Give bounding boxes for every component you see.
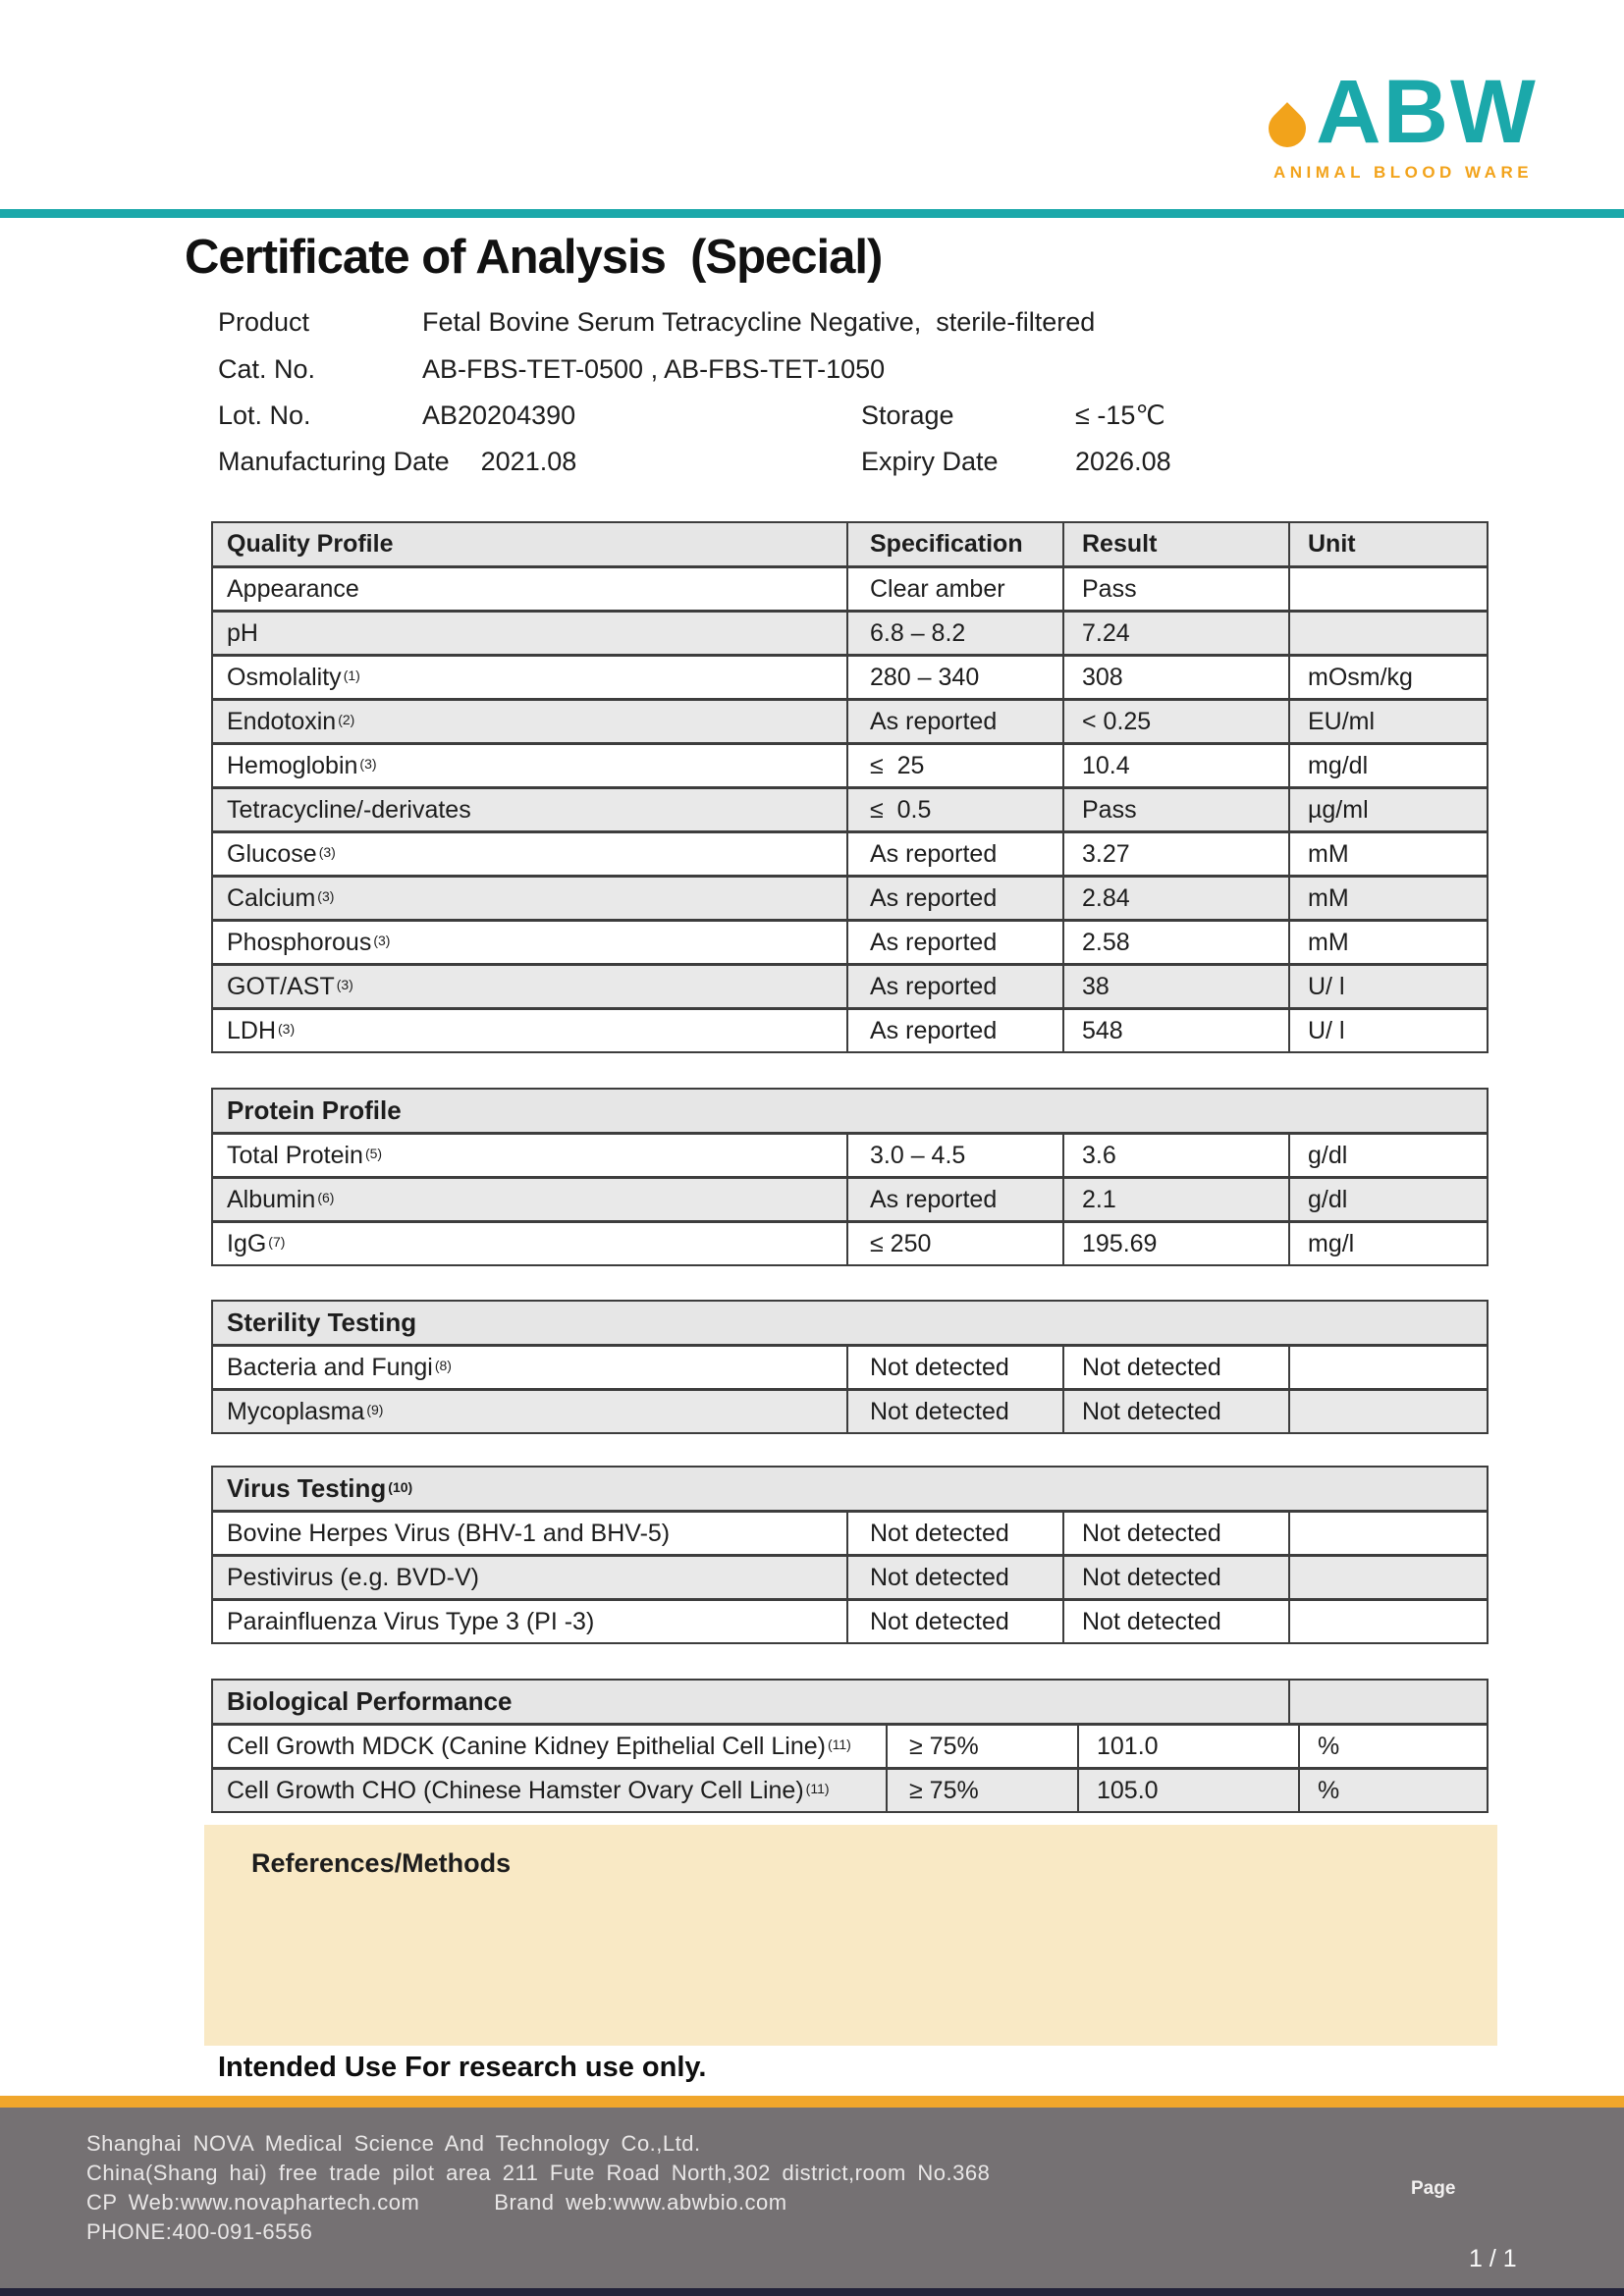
specification-cell: As reported (846, 701, 1062, 742)
company-websites (86, 2188, 990, 2217)
specification-cell: Not detected (846, 1391, 1062, 1432)
table-row (213, 1220, 1487, 1264)
result-cell: 195.69 (1062, 1223, 1288, 1264)
parameter-cell: Pestivirus (e.g. BVD-V) (227, 1563, 480, 1591)
references-title: References/Methods (251, 1848, 512, 1878)
quality-profile-header-row (213, 523, 1487, 565)
result-cell: 3.6 (1062, 1135, 1288, 1176)
unit-cell: mg/l (1288, 1223, 1490, 1264)
result-cell: 2.1 (1062, 1179, 1288, 1220)
specification-cell: Not detected (846, 1347, 1062, 1388)
unit-cell (1288, 1347, 1490, 1388)
specification-cell: ≤ 0.5 (846, 789, 1062, 830)
mfg-date-value: 2021.08 (480, 446, 577, 476)
cat-no-value: AB-FBS-TET-0500 , AB-FBS-TET-1050 (422, 353, 886, 384)
table-row (213, 1767, 1487, 1811)
unit-cell: µg/ml (1288, 789, 1490, 830)
quality-profile-title: Quality Profile (227, 530, 394, 558)
storage-label: Storage (861, 400, 954, 430)
protein-profile-body (213, 1132, 1487, 1264)
quality-profile-body (213, 565, 1487, 1051)
result-cell: Not detected (1062, 1601, 1288, 1642)
specification-cell: ≥ 75% (886, 1726, 1077, 1767)
page-number: 1 / 1 (1469, 2245, 1517, 2272)
virus-testing-body (213, 1510, 1487, 1642)
result-cell: 2.84 (1062, 878, 1288, 919)
parameter-cell: Appearance (227, 574, 359, 603)
sterility-testing-header (213, 1302, 1487, 1344)
protein-profile-table (211, 1088, 1489, 1266)
table-row (213, 1554, 1487, 1598)
storage-pair (861, 400, 1165, 431)
table-row (213, 963, 1487, 1007)
table-row (213, 610, 1487, 654)
specification-cell: As reported (846, 878, 1062, 919)
parameter-cell: GOT/AST (3) (227, 972, 353, 1000)
info-row-product (218, 302, 1095, 342)
specification-cell: 6.8 – 8.2 (846, 613, 1062, 654)
specification-cell: As reported (846, 966, 1062, 1007)
expiry-date-value: 2026.08 (1075, 446, 1171, 476)
table-row (213, 919, 1487, 963)
company-name: Shanghai NOVA Medical Science And Technology Co.,Ltd. (86, 2131, 701, 2156)
result-cell: Not detected (1062, 1347, 1288, 1388)
parameter-cell: Tetracycline/-derivates (227, 795, 471, 824)
abw-logo (1251, 49, 1555, 183)
company-address: China(Shang hai) free trade pilot area 211 Fute Road North,302 district,room No.368 (86, 2161, 991, 2185)
footer-text (86, 2129, 990, 2247)
specification-cell: ≤ 25 (846, 745, 1062, 786)
parameter-cell: IgG (7) (227, 1229, 286, 1257)
result-cell: Not detected (1062, 1557, 1288, 1598)
result-cell: Not detected (1062, 1391, 1288, 1432)
sterility-testing-body (213, 1344, 1487, 1432)
result-cell: 105.0 (1077, 1770, 1298, 1811)
specification-cell: ≥ 75% (886, 1770, 1077, 1811)
lot-no-value: AB20204390 (422, 400, 576, 430)
logo-letters: ABW (1316, 62, 1538, 162)
unit-cell: U/ l (1288, 1010, 1490, 1051)
table-row (213, 1723, 1487, 1767)
unit-cell: % (1298, 1726, 1490, 1767)
unit-cell: mM (1288, 833, 1490, 875)
result-cell: 3.27 (1062, 833, 1288, 875)
specification-cell: 280 – 340 (846, 657, 1062, 698)
parameter-cell: Bovine Herpes Virus (BHV-1 and BHV-5) (227, 1519, 671, 1547)
bottom-strip (0, 2288, 1624, 2296)
cat-no-label: Cat. No. (218, 353, 316, 384)
result-cell: Pass (1062, 789, 1288, 830)
expiry-date-label: Expiry Date (861, 446, 999, 476)
cp-web: CP Web:www.novaphartech.com (86, 2190, 420, 2215)
info-row-lot (218, 396, 1494, 435)
table-row (213, 698, 1487, 742)
parameter-cell: Hemoglobin (3) (227, 751, 377, 779)
unit-cell (1288, 1391, 1490, 1432)
parameter-cell: Endotoxin (2) (227, 707, 355, 735)
parameter-cell: Cell Growth MDCK (Canine Kidney Epithelial Cell Line) (11) (227, 1732, 851, 1760)
result-cell: 308 (1062, 657, 1288, 698)
specification-cell: As reported (846, 922, 1062, 963)
parameter-cell: Parainfluenza Virus Type 3 (PI -3) (227, 1607, 595, 1635)
unit-cell: EU/ml (1288, 701, 1490, 742)
specification-cell: As reported (846, 1010, 1062, 1051)
storage-value: ≤ -15℃ (1075, 400, 1165, 430)
droplet-icon (1261, 102, 1314, 155)
unit-cell (1288, 613, 1490, 654)
company-phone: PHONE:400-091-6556 (86, 2219, 313, 2244)
table-row (213, 1344, 1487, 1388)
result-cell: 548 (1062, 1010, 1288, 1051)
parameter-cell: Calcium (3) (227, 883, 335, 912)
virus-testing-header: Virus Testing (10) (213, 1468, 1487, 1510)
specification-cell: Clear amber (846, 568, 1062, 610)
result-cell: 101.0 (1077, 1726, 1298, 1767)
biological-performance-table (211, 1679, 1489, 1813)
virus-testing-table (211, 1466, 1489, 1644)
table-row (213, 654, 1487, 698)
result-cell: 10.4 (1062, 745, 1288, 786)
specification-cell: Not detected (846, 1513, 1062, 1554)
product-value: Fetal Bovine Serum Tetracycline Negative, sterile-filtered (422, 306, 1096, 337)
biological-performance-title: Biological Performance (227, 1686, 513, 1716)
parameter-cell: Bacteria and Fungi (8) (227, 1353, 452, 1381)
footer-accent-bar (0, 2096, 1624, 2108)
unit-header: Unit (1288, 523, 1490, 565)
table-row (213, 830, 1487, 875)
parameter-cell: pH (227, 618, 258, 647)
parameter-cell: Mycoplasma (9) (227, 1397, 384, 1425)
header-divider (0, 209, 1624, 218)
table-row (213, 1388, 1487, 1432)
product-label: Product (218, 306, 310, 337)
specification-cell: Not detected (846, 1601, 1062, 1642)
result-header: Result (1062, 523, 1288, 565)
parameter-cell: Glucose (3) (227, 839, 336, 868)
table-row (213, 875, 1487, 919)
specification-cell: As reported (846, 833, 1062, 875)
unit-cell: mg/dl (1288, 745, 1490, 786)
unit-cell: U/ l (1288, 966, 1490, 1007)
mfg-date-label: Manufacturing Date (218, 446, 450, 476)
result-cell: Not detected (1062, 1513, 1288, 1554)
specification-header: Specification (846, 523, 1062, 565)
unit-cell (1288, 568, 1490, 610)
result-cell: < 0.25 (1062, 701, 1288, 742)
logo-mark (1251, 49, 1555, 162)
protein-profile-title: Protein Profile (227, 1095, 402, 1125)
parameter-cell: Phosphorous (3) (227, 928, 391, 956)
info-row-cat (218, 349, 885, 389)
parameter-cell: LDH (3) (227, 1016, 296, 1044)
brand-web: Brand web:www.abwbio.com (494, 2190, 787, 2215)
unit-cell: mM (1288, 922, 1490, 963)
table-row (213, 1176, 1487, 1220)
table-row (213, 786, 1487, 830)
specification-cell: 3.0 – 4.5 (846, 1135, 1062, 1176)
logo-tagline: ANIMAL BLOOD WARE (1272, 163, 1534, 182)
page-title: Certificate of Analysis (Special) (185, 231, 883, 284)
protein-profile-header (213, 1090, 1487, 1132)
table-row (213, 1007, 1487, 1051)
result-cell: 7.24 (1062, 613, 1288, 654)
unit-cell (1288, 1513, 1490, 1554)
parameter-cell: Cell Growth CHO (Chinese Hamster Ovary Cell Line) (11) (227, 1776, 830, 1804)
unit-cell: mOsm/kg (1288, 657, 1490, 698)
biological-performance-header (213, 1681, 1487, 1723)
table-row (213, 1598, 1487, 1642)
unit-cell (1288, 1557, 1490, 1598)
unit-cell: g/dl (1288, 1135, 1490, 1176)
unit-cell: mM (1288, 878, 1490, 919)
sterility-testing-table (211, 1300, 1489, 1434)
specification-cell: ≤ 250 (846, 1223, 1062, 1264)
unit-cell: g/dl (1288, 1179, 1490, 1220)
info-row-mfg (218, 442, 1494, 481)
intended-use-note: Intended Use For research use only. (218, 2052, 707, 2083)
result-cell: 2.58 (1062, 922, 1288, 963)
specification-cell: As reported (846, 1179, 1062, 1220)
specification-cell: Not detected (846, 1557, 1062, 1598)
header-unit-cell (1288, 1681, 1490, 1723)
quality-profile-table (211, 521, 1489, 1053)
biological-performance-body (213, 1723, 1487, 1811)
page-label: Page (1411, 2178, 1456, 2199)
unit-cell (1288, 1601, 1490, 1642)
table-row (213, 565, 1487, 610)
table-row (213, 1132, 1487, 1176)
expiry-pair (861, 447, 1171, 477)
sterility-testing-title: Sterility Testing (227, 1308, 417, 1337)
lot-no-label: Lot. No. (218, 400, 311, 430)
footer (0, 2108, 1624, 2296)
parameter-cell: Total Protein (5) (227, 1141, 383, 1169)
unit-cell: % (1298, 1770, 1490, 1811)
parameter-cell: Albumin (6) (227, 1185, 335, 1213)
result-cell: 38 (1062, 966, 1288, 1007)
table-row (213, 1510, 1487, 1554)
result-cell: Pass (1062, 568, 1288, 610)
references-methods-box (204, 1825, 1497, 2046)
parameter-cell: Osmolality (1) (227, 663, 360, 691)
table-row (213, 742, 1487, 786)
virus-testing-title: Virus Testing (227, 1473, 387, 1503)
